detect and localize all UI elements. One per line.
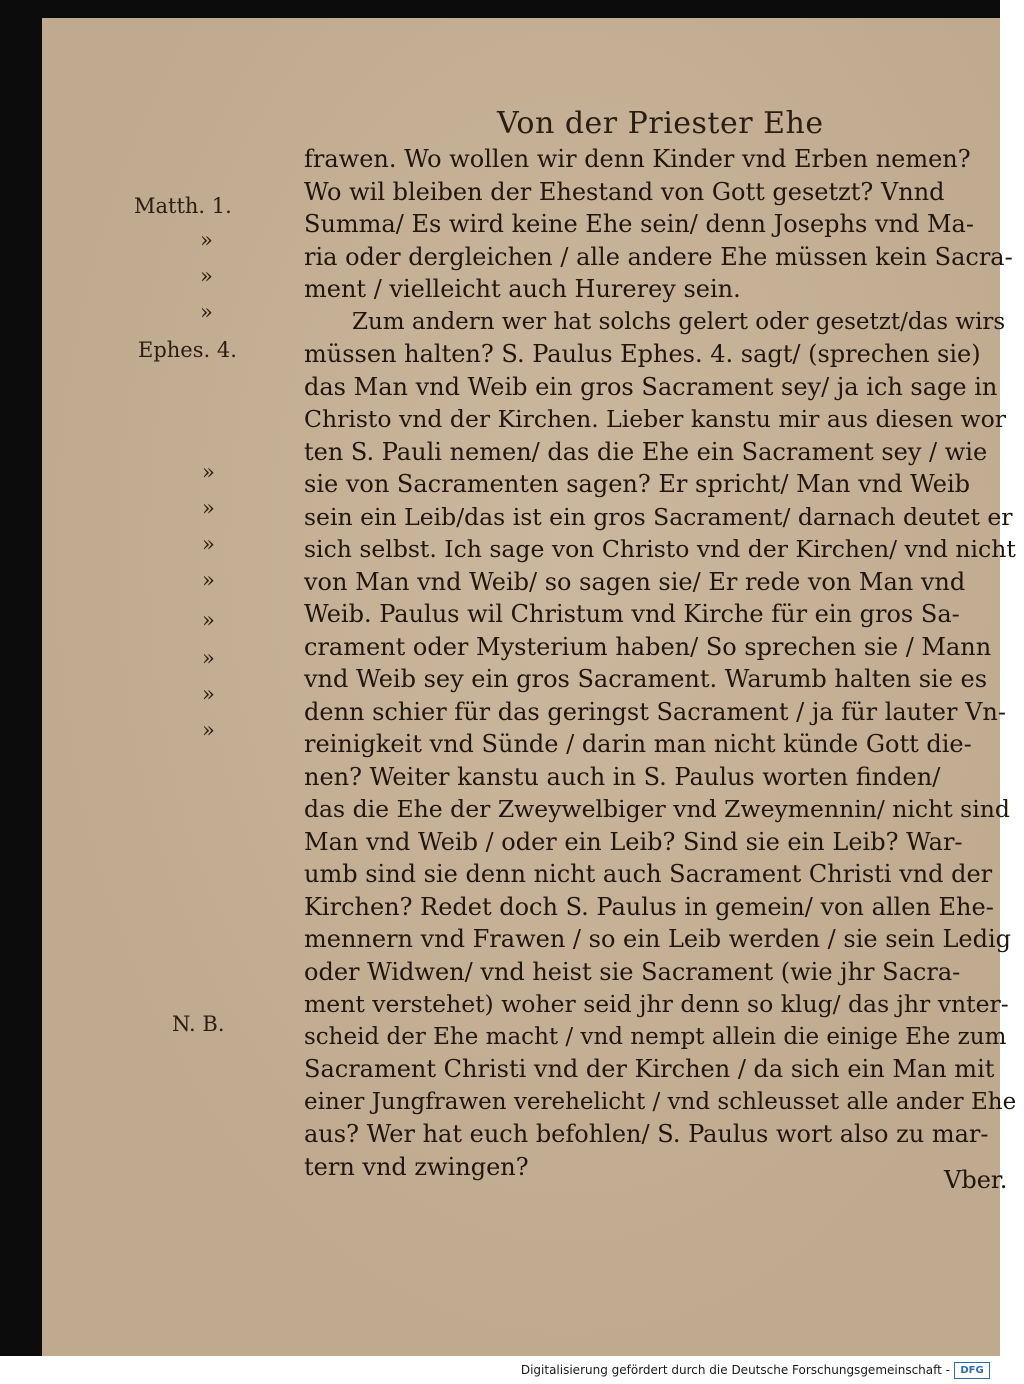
margin-quote-mark: » — [202, 608, 215, 632]
margin-quote-mark: » — [202, 718, 215, 742]
text-line: scheid der Ehe macht / vnd nempt allein die einige Ehe zum — [304, 1023, 1007, 1050]
text-line: einer Jungfrawen verehelicht / vnd schleusset alle ander Ehe — [304, 1088, 1017, 1115]
margin-quote-mark: » — [202, 568, 215, 592]
text-line: tern vnd zwingen? — [304, 1152, 529, 1181]
text-line: ment verstehet) woher seid jhr denn so klug/ das jhr vnter- — [304, 990, 1009, 1018]
text-line: das die Ehe der Zweywelbiger vnd Zweymennin/ nicht sind — [304, 795, 1010, 823]
text-line: reinigkeit vnd Sünde / darin man nicht künde Gott die- — [304, 730, 972, 758]
margin-quote-mark: » — [202, 682, 215, 706]
text-line: sich selbst. Ich sage von Christo vnd der Kirchen/ vnd nicht — [304, 535, 1016, 563]
funding-credit: Digitalisierung gefördert durch die Deutsche Forschungsgemeinschaft - — [520, 1363, 950, 1377]
text-line: müssen halten? S. Paulus Ephes. 4. sagt/ (sprechen sie) — [304, 340, 981, 368]
text-line: ria oder dergleichen / alle andere Ehe müssen kein Sacra- — [304, 242, 1013, 271]
text-line: Wo wil bleiben der Ehestand von Gott gesetzt? Vnnd — [304, 177, 945, 206]
text-line: nen? Weiter kanstu auch in S. Paulus worten finden/ — [304, 762, 941, 791]
text-line: crament oder Mysterium haben/ So sprechen sie / Mann — [304, 632, 992, 661]
margin-quote-mark: » — [202, 460, 215, 484]
text-line: mennern vnd Frawen / so ein Leib werden / sie sein Ledig — [304, 925, 1012, 953]
margin-note-nb: N. B. — [172, 1012, 225, 1036]
text-line: oder Widwen/ vnd heist sie Sacrament (wie jhr Sacra- — [304, 957, 961, 986]
text-line: denn schier für das geringst Sacrament / ja für lauter Vn- — [304, 697, 1006, 726]
margin-quote-mark: » — [202, 646, 215, 670]
text-line: sein ein Leib/das ist ein gros Sacrament/ darnach deutet er — [304, 502, 1013, 531]
text-line: Zum andern wer hat solchs gelert oder gesetzt/das wirs — [352, 308, 1006, 335]
margin-quote-mark: » — [200, 228, 213, 252]
margin-note-ephes: Ephes. 4. — [138, 338, 237, 362]
margin-quote-mark: » — [200, 300, 213, 324]
margin-quote-mark: » — [202, 496, 215, 520]
text-line: Kirchen? Redet doch S. Paulus in gemein/ von allen Ehe- — [304, 892, 994, 921]
text-line: von Man vnd Weib/ so sagen sie/ Er rede von Man vnd — [304, 567, 966, 596]
margin-quote-mark: » — [202, 532, 215, 556]
book-page — [42, 18, 1017, 1356]
text-line: aus? Wer hat euch befohlen/ S. Paulus wort also zu mar- — [304, 1120, 989, 1148]
footer-bar — [0, 1356, 1000, 1384]
text-line: Christo vnd der Kirchen. Lieber kanstu mir aus diesen wor — [304, 405, 1007, 433]
text-line: Summa/ Es wird keine Ehe sein/ denn Josephs vnd Ma- — [304, 210, 974, 238]
text-line: frawen. Wo wollen wir denn Kinder vnd Erben nemen? — [304, 145, 971, 173]
text-line: Sacrament Christi vnd der Kirchen / da sich ein Man mit — [304, 1055, 995, 1083]
text-line: Weib. Paulus wil Christum vnd Kirche für ein gros Sa- — [304, 600, 960, 628]
margin-note-matth: Matth. 1. — [134, 194, 232, 218]
margin-quote-mark: » — [200, 264, 213, 288]
text-line: Man vnd Weib / oder ein Leib? Sind sie ein Leib? War- — [304, 827, 963, 856]
text-line: umb sind sie denn nicht auch Sacrament Christi vnd der — [304, 860, 993, 888]
text-line: das Man vnd Weib ein gros Sacrament sey/ ja ich sage in — [304, 372, 998, 401]
running-head: Von der Priester Ehe — [497, 106, 824, 141]
catchword: Vber. — [944, 1166, 1008, 1194]
text-line: ten S. Pauli nemen/ das die Ehe ein Sacrament sey / wie — [304, 437, 988, 466]
text-line: ment / vielleicht auch Hurerey sein. — [304, 275, 741, 303]
dfg-logo: DFG — [954, 1362, 990, 1379]
text-line: vnd Weib sey ein gros Sacrament. Warumb halten sie es — [304, 665, 988, 693]
text-line: sie von Sacramenten sagen? Er spricht/ Man vnd Weib — [304, 470, 971, 498]
